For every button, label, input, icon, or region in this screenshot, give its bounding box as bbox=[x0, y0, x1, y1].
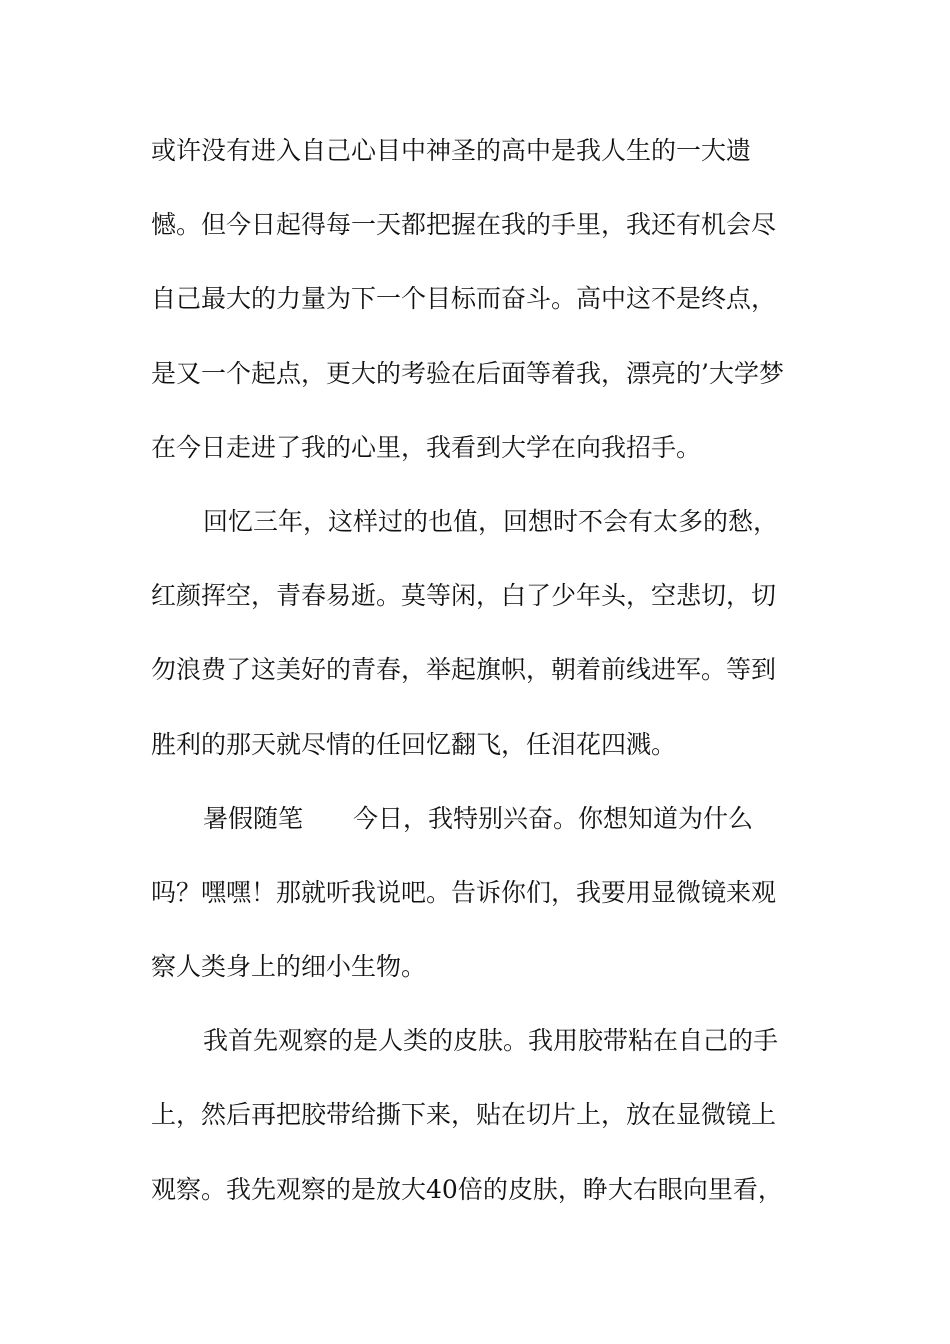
text-line: 勿浪费了这美好的青春，举起旗帜，朝着前线进军。等到 bbox=[151, 655, 777, 685]
text-line: 吗？嘿嘿！那就听我说吧。告诉你们，我要用显微镜来观 bbox=[151, 877, 777, 907]
text-line: 憾。但今日起得每一天都把握在我的手里，我还有机会尽 bbox=[151, 210, 777, 240]
text-line: 自己最大的力量为下一个目标而奋斗。高中这不是终点， bbox=[151, 284, 777, 314]
paragraph-start-line: 暑假随笔 今日，我特别兴奋。你想知道为什么 bbox=[203, 803, 754, 833]
text-line: 上，然后再把胶带给撕下来，贴在切片上，放在显微镜上 bbox=[151, 1100, 777, 1130]
text-line: 在今日走进了我的心里，我看到大学在向我招手。 bbox=[151, 432, 702, 462]
text-line: 胜利的那天就尽情的任回忆翻飞，任泪花四溅。 bbox=[151, 729, 677, 759]
text-line: 察人类身上的细小生物。 bbox=[151, 952, 427, 982]
text-line: 或许没有进入自己心目中神圣的高中是我人生的一大遗 bbox=[151, 136, 752, 165]
document-body bbox=[151, 126, 811, 1239]
paragraph-start-line: 我首先观察的是人类的皮肤。我用胶带粘在自己的手 bbox=[203, 1026, 779, 1056]
text-line: 观察。我先观察的是放大40倍的皮肤，睁大右眼向里看， bbox=[151, 1174, 783, 1204]
text-line: 是又一个起点，更大的考验在后面等着我，漂亮的’大学梦 bbox=[151, 358, 784, 388]
text-line: 红颜挥空，青春易逝。莫等闲，白了少年头，空悲切，切 bbox=[151, 581, 777, 611]
paragraph-start-line: 回忆三年，这样过的也值，回想时不会有太多的愁， bbox=[203, 506, 779, 536]
